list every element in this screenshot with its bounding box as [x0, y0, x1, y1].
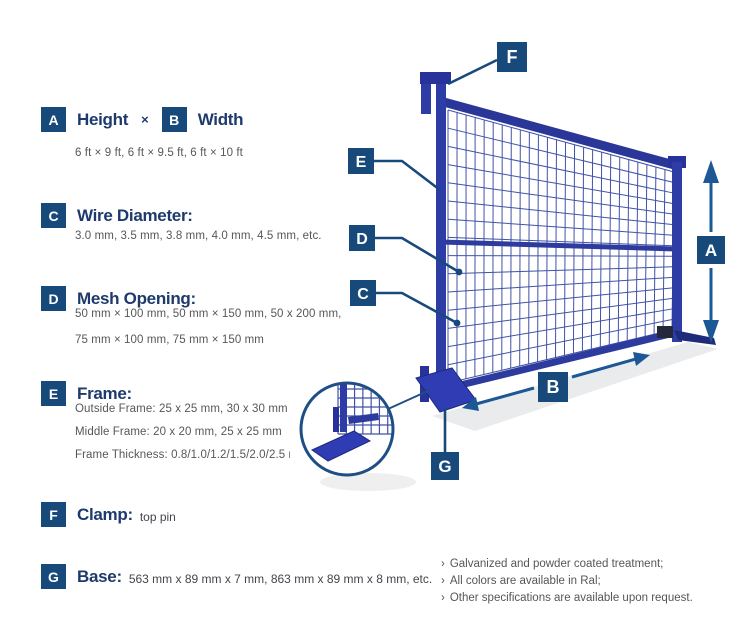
- badge-c: C: [41, 203, 66, 228]
- callout-f-label: F: [506, 47, 518, 67]
- magnifier-post: [340, 380, 347, 432]
- spec-mesh-values-1: 50 mm × 100 mm, 50 mm × 150 mm, 50 x 200 mm,: [75, 308, 342, 320]
- note-treatment-text: Galvanized and powder coated treatment;: [449, 558, 664, 570]
- spec-frame-values-2: Middle Frame: 20 x 20 mm, 25 x 25 mm: [75, 426, 282, 438]
- callout-b-label: B: [546, 377, 560, 397]
- fence-right-post: [672, 162, 682, 342]
- clamp-value: top pin: [139, 509, 176, 524]
- spec-base-row: [41, 564, 432, 589]
- mesh-wire: [448, 288, 673, 310]
- mesh-wire: [609, 155, 610, 345]
- callout-g-label: G: [438, 457, 452, 476]
- mesh-wire: [573, 145, 574, 354]
- fence-left-post: [436, 75, 446, 393]
- mesh-wire: [448, 110, 674, 172]
- mesh-wire: [618, 157, 620, 343]
- badge-f: F: [41, 502, 66, 527]
- mesh-wire: [448, 165, 674, 204]
- note-specs: [441, 590, 693, 607]
- mesh-wire: [547, 137, 548, 359]
- leader-e: [374, 161, 440, 190]
- mesh-wire: [529, 132, 530, 364]
- mesh-wire: [627, 160, 629, 341]
- spec-size-values: 6 ft × 9 ft, 6 ft × 9.5 ft, 6 ft × 10 ft: [75, 147, 243, 159]
- note-bullet-icon: ›: [441, 592, 445, 604]
- clamp-label: Clamp:: [77, 504, 133, 524]
- clamp-top-bar: [420, 72, 451, 84]
- leader-f: [448, 60, 497, 84]
- clamp-pin: [421, 84, 431, 114]
- mesh-wire: [582, 147, 583, 351]
- base-label: Base:: [77, 566, 122, 586]
- height-label: Height: [77, 109, 129, 129]
- magnifier-pin: [333, 407, 339, 432]
- callout-a-label: A: [704, 241, 718, 260]
- badge-a: A: [41, 107, 66, 132]
- mesh-wire: [564, 142, 565, 355]
- note-treatment: [441, 556, 693, 573]
- callout-e-label: E: [355, 154, 367, 171]
- spec-wire-row: [41, 203, 193, 228]
- frame-label: Frame:: [77, 383, 132, 403]
- note-bullet-icon: ›: [441, 575, 445, 587]
- badge-d: D: [41, 286, 66, 311]
- right-base-clamp: [657, 326, 673, 338]
- mesh-wire: [448, 183, 673, 214]
- badge-g: G: [41, 564, 66, 589]
- wire-diameter-label: Wire Diameter:: [77, 205, 193, 225]
- note-colors: [441, 573, 693, 590]
- multiply-sign: ×: [141, 112, 149, 127]
- base-detail-magnifier: [290, 371, 430, 491]
- mesh-wire: [448, 298, 672, 328]
- badge-b: B: [162, 107, 187, 132]
- fence-illustration: [290, 30, 750, 500]
- spec-clamp-row: [41, 502, 176, 527]
- mesh-wire: [448, 267, 673, 274]
- leader-c-dot: [454, 320, 461, 327]
- notes-list: [441, 556, 693, 607]
- mesh-wire: [591, 150, 592, 349]
- mesh-wire: [520, 130, 521, 366]
- magnifier-base-plate: [312, 431, 370, 461]
- mesh-opening-label: Mesh Opening:: [77, 288, 196, 308]
- leader-d-dot: [456, 269, 463, 276]
- spec-frame-values-1: Outside Frame: 25 x 25 mm, 30 x 30 mm: [75, 403, 288, 415]
- note-colors-text: All colors are available in Ral;: [449, 575, 601, 587]
- note-bullet-icon: ›: [441, 558, 445, 570]
- fence-middle-rail: [441, 242, 676, 249]
- spec-frame-values-3: Frame Thickness: 0.8/1.0/1.2/1.5/2.0/2.5 mm: [75, 449, 308, 461]
- mesh-wire: [448, 256, 673, 257]
- mesh-wire: [448, 277, 673, 292]
- fence-top-rail: [440, 101, 678, 166]
- magnifier-shadow: [320, 473, 416, 491]
- mesh-wire: [511, 127, 512, 368]
- note-specs-text: Other specifications are available upon request.: [449, 592, 693, 604]
- badge-e: E: [41, 381, 66, 406]
- callout-d-label: D: [356, 231, 368, 248]
- magnifier-arm: [348, 413, 379, 424]
- width-label: Width: [197, 109, 244, 129]
- mesh-wire: [556, 140, 557, 358]
- callout-c-label: C: [357, 286, 369, 303]
- mesh-wire: [600, 152, 601, 347]
- spec-wire-values: 3.0 mm, 3.5 mm, 3.8 mm, 4.0 mm, 4.5 mm, etc.: [75, 230, 322, 242]
- spec-size-row: [41, 107, 243, 132]
- spec-mesh-values-2: 75 mm × 100 mm, 75 mm × 150 mm: [75, 334, 264, 346]
- mesh-wire: [538, 135, 539, 362]
- base-value: 563 mm x 89 mm x 7 mm, 863 mm x 89 mm x 8 mm, etc.: [128, 571, 433, 586]
